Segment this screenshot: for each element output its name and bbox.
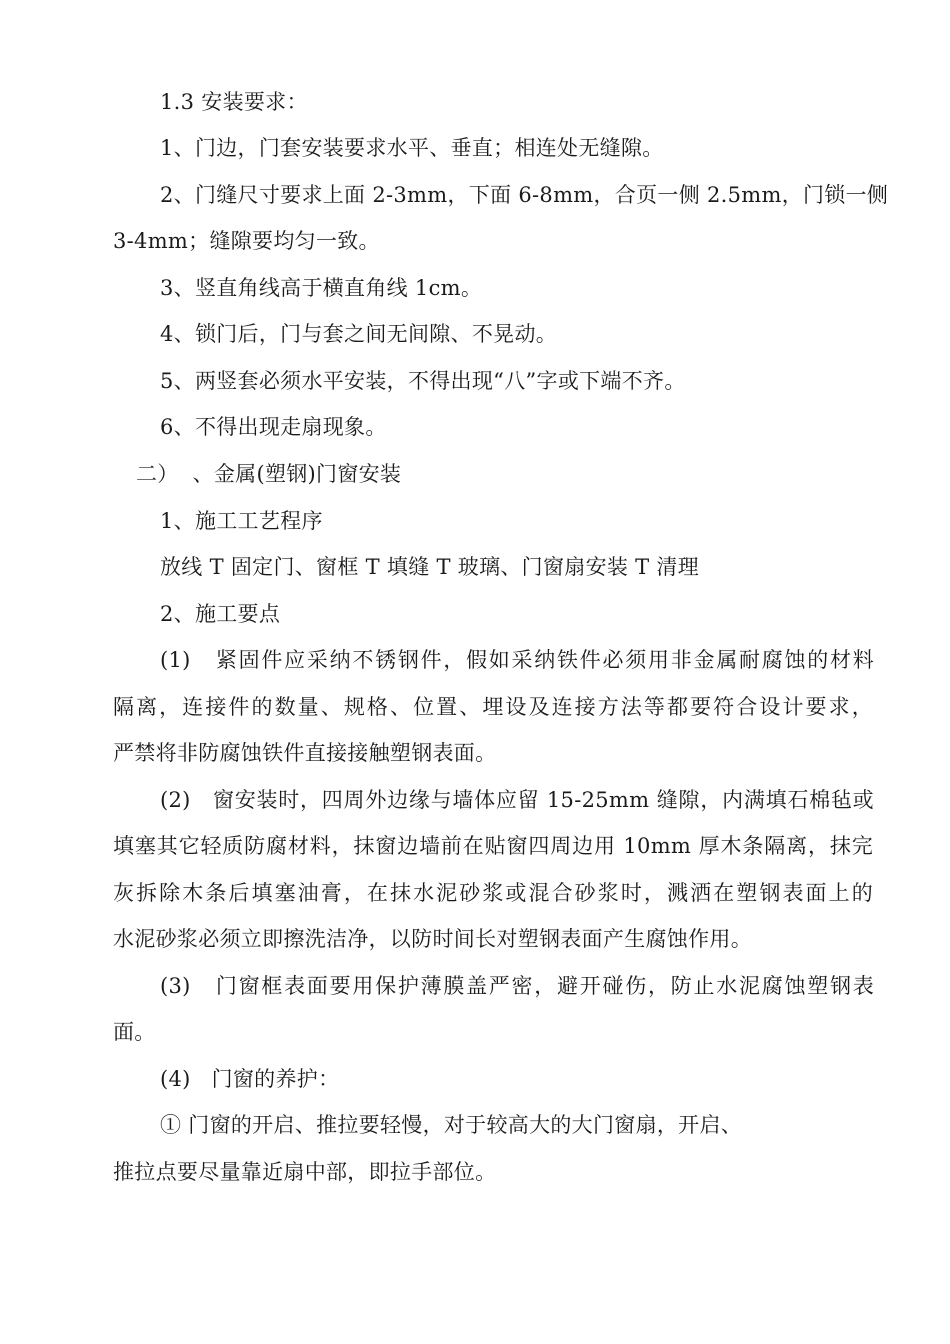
point-4-item-1-line-1: ① 门窗的开启、推拉要轻慢，对于较高大的大门窗扇，开启、 [160,1113,743,1137]
process-flow: 放线 T 固定门、窗框 T 填缝 T 玻璃、门窗扇安装 T 清理 [160,555,700,579]
point-3-line-1: (3) 门窗框表面要用保护薄膜盖严密，避开碰伤，防止水泥腐蚀塑钢表 [160,974,874,998]
point-4-title: (4) 门窗的养护： [160,1067,340,1091]
requirement-6: 6、不得出现走扇现象。 [160,415,387,439]
requirement-5: 5、两竖套必须水平安装，不得出现“八”字或下端不齐。 [160,369,686,393]
point-4-item-1-line-2: 推拉点要尽量靠近扇中部，即拉手部位。 [113,1160,497,1184]
point-2-line-2: 填塞其它轻质防腐材料，抹窗边墙前在贴窗四周边用 10mm 厚木条隔离，抹完 [113,834,873,858]
point-2-line-1: (2) 窗安装时，四周外边缘与墙体应留 15-25mm 缝隙，内满填石棉毡或 [160,788,874,812]
point-1-line-2: 隔离，连接件的数量、规格、位置、埋设及连接方法等都要符合设计要求， [113,695,873,719]
requirement-2-line-1: 2、门缝尺寸要求上面 2-3mm，下面 6-8mm，合页一侧 2.5mm，门锁一侧 [160,183,889,207]
point-1-line-3: 严禁将非防腐蚀铁件直接接触塑钢表面。 [113,741,497,765]
point-2-line-3: 灰拆除木条后填塞油膏，在抹水泥砂浆或混合砂浆时，溅洒在塑钢表面上的 [113,881,873,905]
requirement-3: 3、竖直角线高于横直角线 1cm。 [160,276,483,300]
requirement-4: 4、锁门后，门与套之间无间隙、不晃动。 [160,322,558,346]
process-title: 1、施工工艺程序 [160,509,323,533]
requirement-2-line-2: 3-4mm；缝隙要均匀一致。 [113,229,380,253]
section-2-heading: 二） 、金属(塑钢)门窗安装 [136,462,402,486]
requirement-1: 1、门边，门套安装要求水平、垂直；相连处无缝隙。 [160,136,664,160]
point-2-line-4: 水泥砂浆必须立即擦洗洁净，以防时间长对塑钢表面产生腐蚀作用。 [113,927,752,951]
point-1-line-1: (1) 紧固件应采纳不锈钢件，假如采纳铁件必须用非金属耐腐蚀的材料 [160,648,874,672]
points-title: 2、施工要点 [160,602,281,626]
point-3-line-2: 面。 [113,1020,156,1044]
section-1-3-heading: 1.3 安装要求： [160,90,308,114]
